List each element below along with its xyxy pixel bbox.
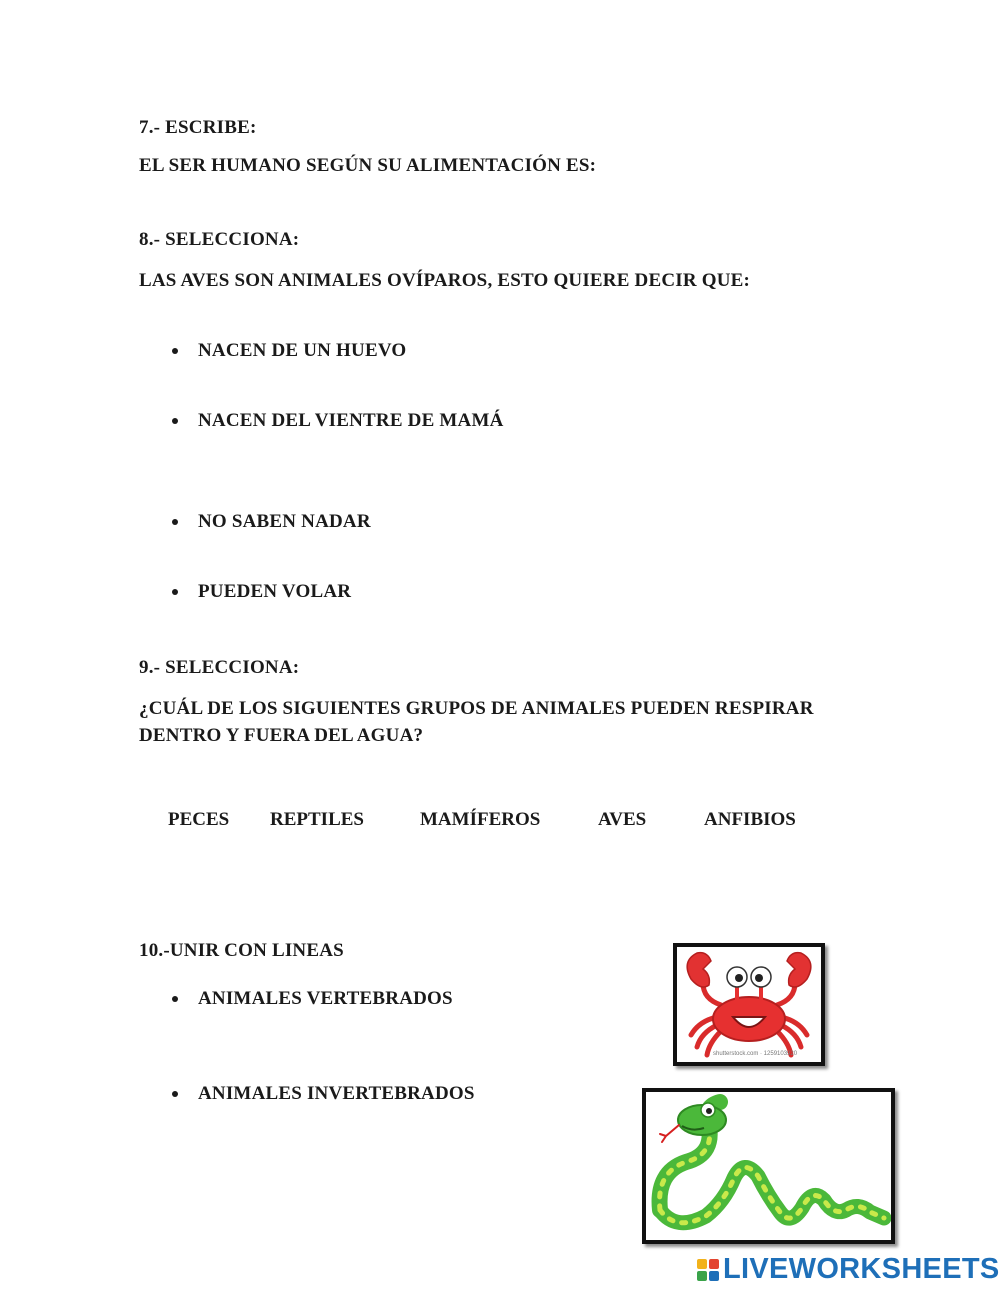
bullet-icon	[172, 589, 178, 595]
bullet-icon	[172, 418, 178, 424]
snake-image[interactable]	[642, 1088, 895, 1244]
q8-title: 8.- SELECCIONA:	[139, 229, 300, 250]
q7-title: 7.- ESCRIBE:	[139, 117, 257, 138]
bullet-icon	[172, 1091, 178, 1097]
image-caption: shutterstock.com · 1259103920	[713, 1051, 798, 1057]
bullet-icon	[172, 348, 178, 354]
logo-text: LIVEWORKSHEETS	[723, 1253, 1000, 1285]
bullet-icon	[172, 996, 178, 1002]
q10-title: 10.-UNIR CON LINEAS	[139, 940, 344, 961]
q9-option-mamiferos[interactable]: MAMÍFEROS	[420, 809, 541, 830]
q9-option-reptiles[interactable]: REPTILES	[270, 809, 364, 830]
q7-text: EL SER HUMANO SEGÚN SU ALIMENTACIÓN ES:	[139, 155, 597, 176]
q9-title: 9.- SELECCIONA:	[139, 657, 300, 678]
q9-option-anfibios[interactable]: ANFIBIOS	[704, 809, 796, 830]
q9-option-aves[interactable]: AVES	[598, 809, 647, 830]
q8-option-1[interactable]: NACEN DE UN HUEVO	[198, 340, 407, 361]
logo-blocks-icon	[697, 1259, 719, 1281]
q8-text: LAS AVES SON ANIMALES OVÍPAROS, ESTO QUIERE DECIR QUE:	[139, 270, 751, 291]
liveworksheets-logo	[697, 1253, 1000, 1286]
q9-option-peces[interactable]: PECES	[168, 809, 230, 830]
q10-option-vertebrados[interactable]: ANIMALES VERTEBRADOS	[198, 988, 453, 1009]
q9-text-line1: ¿CUÁL DE LOS SIGUIENTES GRUPOS DE ANIMALES PUEDEN RESPIRAR	[139, 698, 814, 719]
q8-option-4[interactable]: PUEDEN VOLAR	[198, 581, 352, 602]
crab-image[interactable]	[673, 943, 825, 1066]
crab-icon	[677, 947, 821, 1062]
q8-option-2[interactable]: NACEN DEL VIENTRE DE MAMÁ	[198, 410, 504, 431]
q9-text-line2: DENTRO Y FUERA DEL AGUA?	[139, 725, 424, 746]
bullet-icon	[172, 519, 178, 525]
q10-option-invertebrados[interactable]: ANIMALES INVERTEBRADOS	[198, 1083, 475, 1104]
snake-icon	[646, 1092, 891, 1240]
q8-option-3[interactable]: NO SABEN NADAR	[198, 511, 371, 532]
